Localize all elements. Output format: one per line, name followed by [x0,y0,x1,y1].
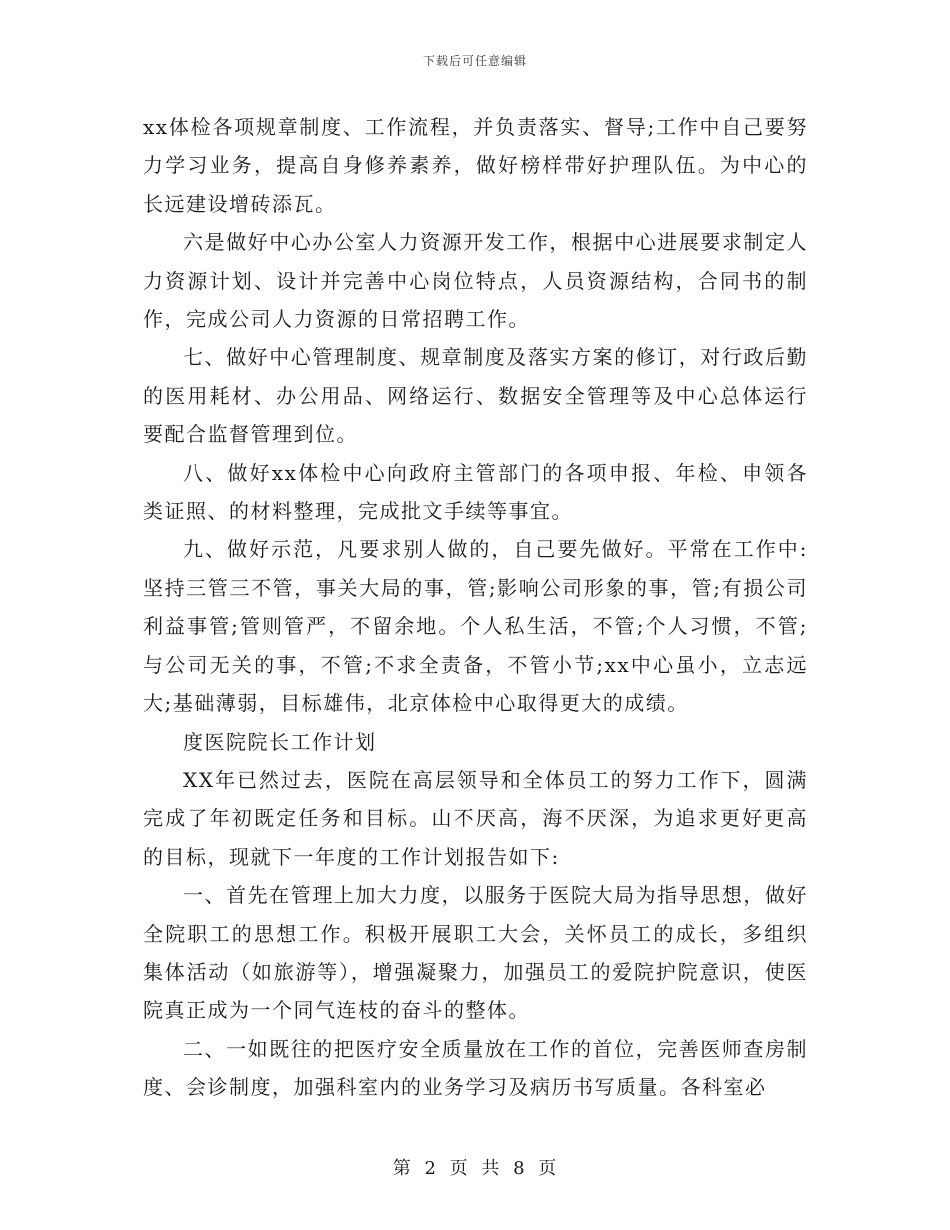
paragraph-item-six: 六是做好中心办公室人力资源开发工作，根据中心进展要求制定人力资源计划、设计并完善中心岗位特点，人员资源结构，合同书的制作，完成公司人力资源的日常招聘工作。 [143,230,808,332]
paragraph-plan-two: 二、一如既往的把医疗安全质量放在工作的首位，完善医师查房制度、会诊制度，加强科室内的业务学习及病历书写质量。各科室必 [143,1036,808,1100]
paragraph-item-seven: 七、做好中心管理制度、规章制度及落实方案的修订，对行政后勤的医用耗材、办公用品、网络运行、数据安全管理等及中心总体运行要配合监督管理到位。 [143,345,808,447]
page-header: 下载后可任意编辑 [422,54,527,68]
page-number: 第 2 页 共 8 页 [392,1158,558,1179]
paragraph-continuation: xx体检各项规章制度、工作流程，并负责落实、督导;工作中自己要努力学习业务，提高自身修养素养，做好榜样带好护理队伍。为中心的长远建设增砖添瓦。 [143,115,808,216]
paragraph-plan-one: 一、首先在管理上加大力度，以服务于医院大局为指导思想，做好全院职工的思想工作。积极开展职工大会，关怀员工的成长，多组织集体活动（如旅游等），增强凝聚力，加强员工的爱院护院意识，使医院真正成为一个同气连枝的奋斗的整体。 [143,883,808,1023]
document-body [143,108,808,1107]
paragraph-intro: XX年已然过去，医院在高层领导和全体员工的努力工作下，圆满完成了年初既定任务和目标。山不厌高，海不厌深，为追求更好更高的目标，现就下一年度的工作计划报告如下: [143,767,808,869]
section-title: 度医院院长工作计划 [183,729,377,754]
paragraph-item-eight: 八、做好xx体检中心向政府主管部门的各项申报、年检、申领各类证照、的材料整理，完成批文手续等事宜。 [143,460,808,524]
paragraph-item-nine: 九、做好示范，凡要求别人做的，自己要先做好。平常在工作中:坚持三管三不管，事关大局的事，管;影响公司形象的事，管;有损公司利益事管;管则管严，不留余地。个人私生活，不管;个人习惯，不管;与公司无关的事，不管;不求全责备，不管小节;xx中心虽小，立志远大;基础薄弱，目标雄伟，北京体检中心取得更大的成绩。 [143,537,808,716]
